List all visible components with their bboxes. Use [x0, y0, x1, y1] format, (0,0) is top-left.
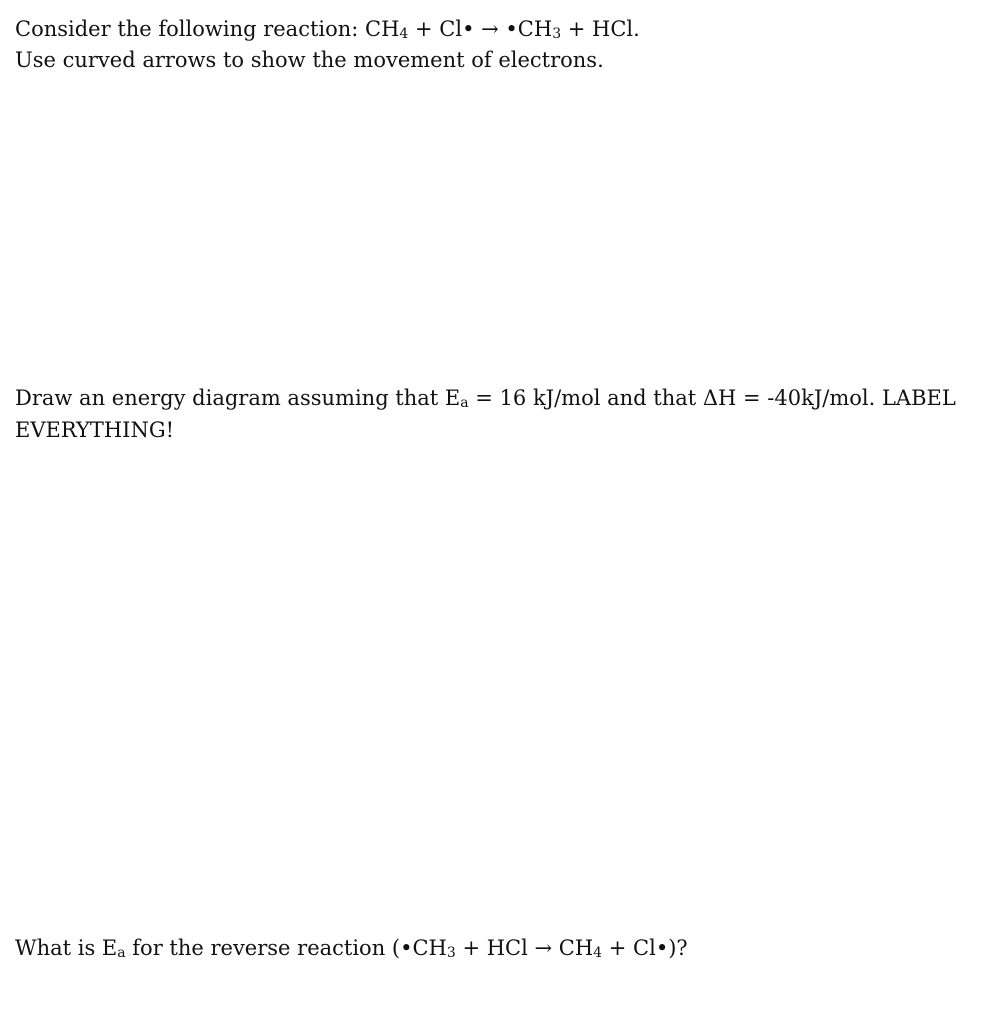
q3-text-part: + Cl•)?: [602, 936, 688, 960]
question-3-reverse-reaction-text: [15, 932, 688, 964]
q2-text-part: = 16 kJ/mol and that ΔH = -40kJ/mol. LABEL: [468, 386, 956, 410]
question-2-label-everything: EVERYTHING!: [15, 418, 175, 442]
question-1-instruction: Use curved arrows to show the movement of electrons.: [15, 48, 604, 72]
q3-subscript-a: a: [117, 945, 126, 961]
q1-text-part: + Cl• → •CH: [408, 17, 553, 41]
question-1-reaction-text: [15, 13, 640, 45]
q1-text-part: Consider the following reaction: CH: [15, 17, 400, 41]
question-2-energy-diagram-text: [15, 382, 956, 414]
q3-text-part: + HCl → CH: [455, 936, 594, 960]
q3-subscript-3: 3: [446, 945, 456, 961]
q3-subscript-4: 4: [593, 945, 603, 961]
q1-subscript-3: 3: [552, 26, 562, 42]
q1-text-part: + HCl.: [561, 17, 640, 41]
q3-text-part: for the reverse reaction (•CH: [125, 936, 447, 960]
q3-text-part: What is E: [15, 936, 118, 960]
q2-subscript-a: a: [460, 395, 469, 411]
q2-text-part: Draw an energy diagram assuming that E: [15, 386, 461, 410]
q1-subscript-4: 4: [399, 26, 409, 42]
